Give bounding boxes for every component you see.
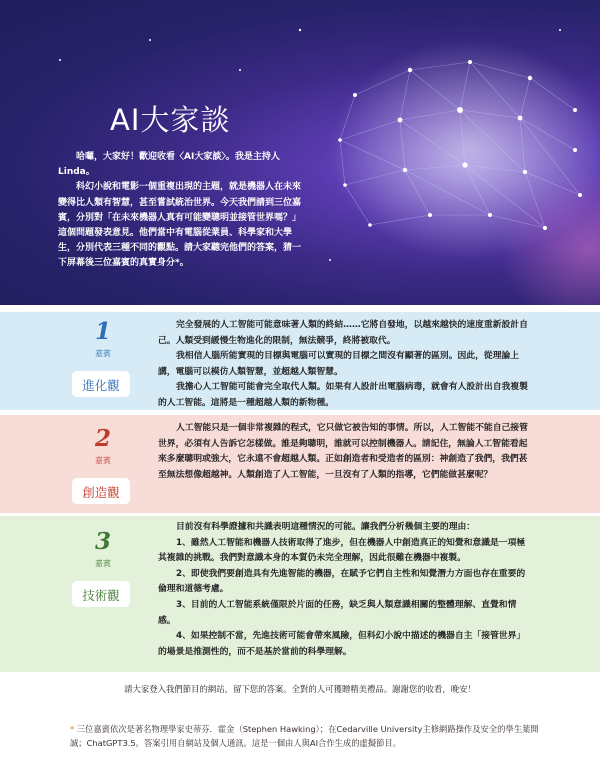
guest-paragraph: 目前沒有科學證據和共識表明這種情況的可能。讓我們分析幾個主要的理由： [176, 522, 476, 532]
view-label: 創造觀 [82, 485, 120, 500]
guest-3-panel [0, 516, 600, 672]
guest-label: 嘉賓 [95, 349, 111, 358]
guest-paragraph: 人工智能只是一個非常複雜的程式，它只做它被告知的事情。所以，人工智能不能自己接管世界，必須有人告訴它怎樣做。誰是夠聰明，誰就可以控制機器人。請記住，無論人工智能看起來多麼聰明或強大，它永遠不會超越人類。正如創造者和受造者的區別：神創造了我們，我們甚至無法想像超越神。人類創造了人工智能，一旦沒有了人類的指導，它們能做甚麼呢？ [158, 423, 528, 480]
guest-paragraph: 4、如果控制不當，先進技術可能會帶來風險，但科幻小說中描述的機器自主「接管世界」的場景是推測性的，而不是基於當前的科學理解。 [158, 631, 526, 657]
guest-paragraph: 完全發展的人工智能可能意味著人類的終結……它將自發地，以越來越快的速度重新設計自己。人類受到緩慢生物進化的限制，無法競爭，終將被取代。 [158, 320, 528, 346]
guest-2-panel [0, 415, 600, 513]
host-intro [58, 150, 304, 272]
view-label: 進化觀 [82, 378, 120, 393]
guest-2-text [158, 421, 530, 483]
hero-banner [0, 0, 600, 305]
intro-paragraph: 哈囉，大家好！歡迎收看〈AI大家談〉。我是主持人Linda。 [58, 152, 280, 178]
closing-message: 請大家登入我們節目的網站，留下您的答案。全對的人可獲贈精美禮品。謝謝您的收看，晚安！ [124, 684, 476, 694]
guest-1-panel [0, 312, 600, 410]
guest-number: 3 [94, 528, 111, 555]
guest-number: 1 [94, 318, 111, 345]
guest-label: 嘉賓 [95, 456, 111, 465]
guest-paragraph: 我擔心人工智能可能會完全取代人類。如果有人設計出電腦病毒，就會有人設計出自我複製的人工智能。這將是一種超越人類的新物種。 [158, 382, 528, 408]
guest-paragraph: 1、雖然人工智能和機器人技術取得了進步，但在機器人中創造真正的知覺和意識是一項極其複雜的挑戰。我們對意識本身的本質仍未完全理解，因此很難在機器中複製。 [158, 537, 526, 564]
footnote-star: * [70, 724, 75, 734]
intro-paragraph: 科幻小說和電影一個重複出現的主題，就是機器人在未來變得比人類有智慧，甚至嘗試統治世界。今天我們請到三位嘉賓，分別對「在未來機器人真有可能變聰明並接管世界嗎？」這個問題發表意見。他們當中有電腦從業員、科學家和大學生，分別代表三種不同的觀點。請大家聽完他們的答案，猜一下屏幕後三位嘉賓的真實身分*。 [58, 182, 302, 269]
guest-paragraph: 2、即使我們要創造具有先進智能的機器，在賦予它們自主性和知覺潛力方面也存在重要的倫理和道德考慮。 [158, 568, 526, 595]
guest-label: 嘉賓 [95, 559, 111, 568]
footnote-text: 三位嘉賓依次是著名物理學家史蒂芬．霍金（Stephen Hawking）；在Cedarville University主修網路操作及安全的學生葉開誠；ChatGPT3.5。答案引用自網站及個人通訊。這是一個由人與AI合作生成的虛擬節目。 [70, 724, 539, 748]
guest-3-text [158, 520, 530, 660]
view-label: 技術觀 [82, 588, 120, 603]
guest-number: 2 [94, 425, 111, 452]
guest-paragraph: 我相信人腦所能實現的目標與電腦可以實現的目標之間沒有顯著的區別。因此，從理論上講，電腦可以模仿人類智慧，並超越人類智慧。 [158, 351, 520, 377]
guest-1-text [158, 318, 530, 412]
page-title: AI大家談 [110, 103, 231, 137]
guest-paragraph: 3、目前的人工智能系統僅限於片面的任務，缺乏與人類意識相關的整體理解、直覺和情感。 [158, 599, 517, 626]
footnote [70, 722, 550, 750]
